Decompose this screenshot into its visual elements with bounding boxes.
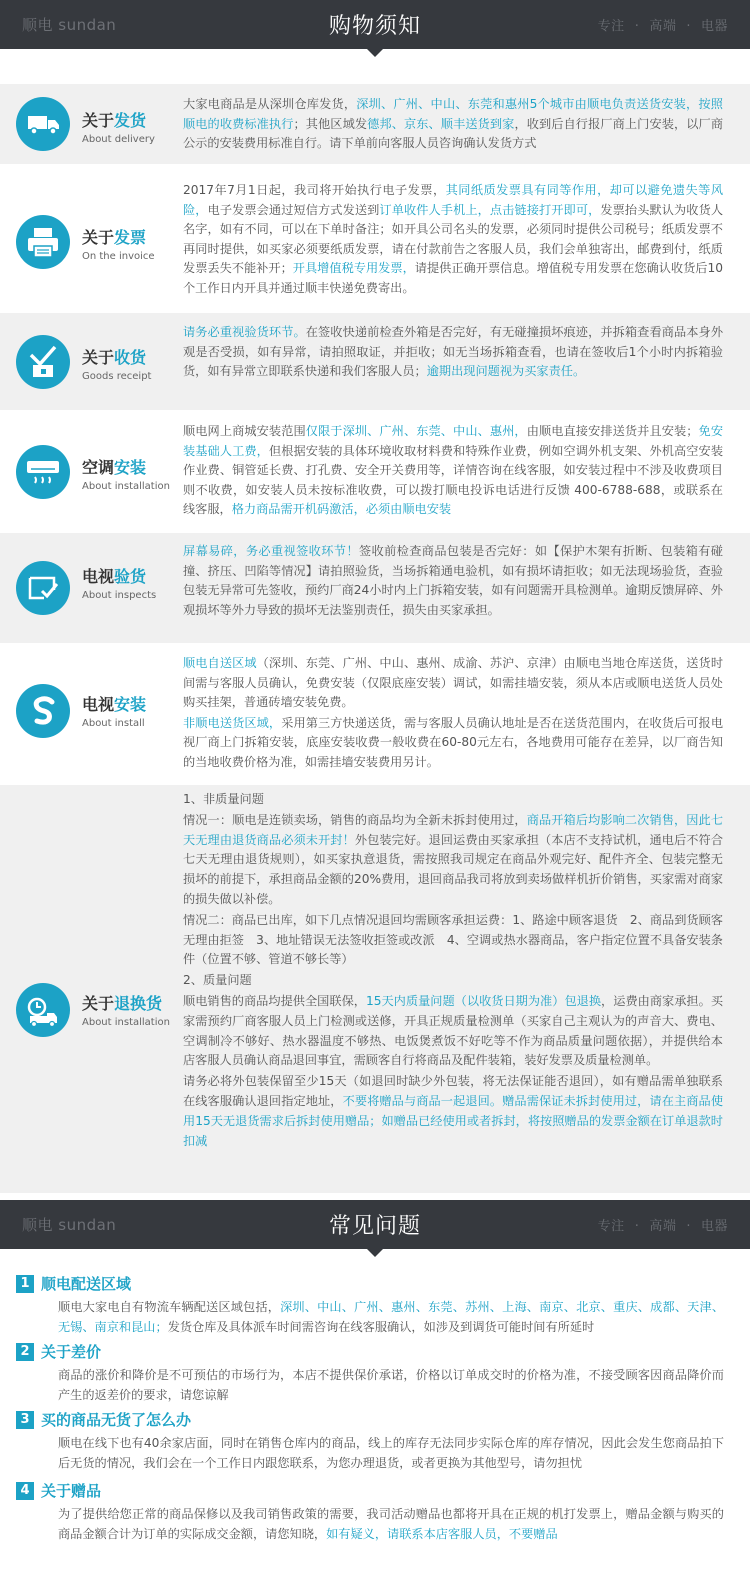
header-pointer [367,1249,383,1257]
body-text: 顺电大家电自有物流车辆配送区域包括， [58,1300,281,1314]
highlight-text: 商品开箱后均影响二次销售，因此七天无理由退货商品必须未开封！ [183,812,724,847]
highlight-text: 如有疑义，请联系本店客服人员，不要赠品 [326,1527,558,1541]
highlight-text: 深圳、广州、中山、东莞和惠州5个城市由顺电负责送货安装，按照顺电的收费标准执行 [183,97,723,131]
label-prefix: 关于 [82,348,115,367]
label-prefix: 电视 [82,695,115,714]
paragraph [183,971,723,991]
faq-number-badge: 1 [16,1275,34,1293]
section-goods-receipt [0,313,750,410]
body-text: 商品的涨价和降价是不可预估的市场行为，本店不提供保价承诺，价格以订单成交时的价格为准，不接受顾客因商品降价而产生的返差价的要求，请您谅解 [58,1368,724,1402]
label-english: On the invoice [82,251,155,262]
body-text: 情况二：商品已出库，如下几点情况退回均需顾客承担运费：1、路途中顾客退货 2、商品到货顾客无理由拒签 3、地址错误无法签收拒签或改派 4、空调或热水器商品，客户指定位置不具备安装条件（位置不够、管道不够长等） [183,912,723,967]
faq-item [0,1480,750,1544]
paragraph [183,95,723,154]
body-text: 请提供正确开票信息。增值税专用发票在您确认收货后10个工作日内开具并通过顺丰快递免费寄出。 [183,261,724,295]
faq-answer [58,1365,724,1405]
section-tv-inspect [0,533,750,643]
header-tag: 专注 [597,19,625,34]
faq-question: 关于差价 [41,1343,102,1361]
highlight-text: 订单收件人手机上，点击链接打开即可， [379,202,601,217]
faq-header [0,1200,750,1249]
section-text [183,95,723,154]
paragraph [183,714,723,773]
highlight-text: 深圳、中山、广州、惠州、东莞、苏州、上海、南京、北京、重庆、成都、天津、无锡、南京和昆山； [58,1300,725,1334]
faq-answer [58,1504,724,1544]
label-prefix: 关于 [82,228,115,247]
body-text: ，运费由商家承担。买家需预约厂商客服人员上门检测或送修，开具正规质量检测单（买家自己主观认为的声音大、费电、空调制冷不够好、热水器温度不够热、电饭煲煮饭不好吃等不作为商品质量问题依据），并提供给本店客服人员确认商品退回事宜，需顾客自行将商品及配件装箱，装好发票及质量检测单。 [183,993,724,1068]
goods-receipt-check-icon [16,335,70,389]
body-text: 2017年7月1日起，我司将开始执行电子发票， [183,183,446,197]
highlight-text: 其同纸质发票具有同等作用，却可以避免遗失等风险， [183,183,724,217]
tv-inspect-check-icon [16,561,70,615]
highlight-text: 屏幕易碎，务必重视签收环节！ [183,544,359,558]
faq-number-badge: 2 [16,1343,34,1361]
section-label [82,567,177,603]
header-tag: 专注 [597,1219,625,1234]
body-text: 顺电在线下也有40余家店面，同时在销售仓库内的商品，线上的库存无法同步实际仓库的库存情况，因此会发生您商品拍下后无货的情况，我们会在一个工作日内跟您联系，为您办理退货，或者更换为其他型号，请勿担忧 [58,1436,724,1470]
highlight-text: 顺电自送区域 [183,656,257,670]
header-tag-dot: · [686,19,691,34]
faq-question: 关于赠品 [41,1482,102,1500]
body-text: 外包装完好。退回运费由买家承担（本店不支持试机，通电后不符合七天无理由退货规则），如买家执意退货，需按照我司规定在商品外观完好、配件齐全、包装完整无损坏的前提下，承担商品金额的20%费用，退回商品我司将放到卖场做样机折价销售，买家需对商家的损失做以补偿。 [183,832,724,906]
tv-install-s-icon [16,684,70,738]
paragraph [183,790,723,810]
section-text [183,654,723,773]
section-aircon-install [0,412,750,530]
faq-question: 买的商品无货了怎么办 [41,1411,192,1429]
faq-answer [58,1433,724,1473]
brand-logo: 顺电 sundan [22,1216,117,1234]
label-keyword: 安装 [114,458,147,477]
header-tags [588,15,728,34]
body-text: 采用第三方快递送货，需与客服人员确认地址是否在送货范围内，在收货后可报电视厂商上门拆箱安装，底座安装收费一般收费在60-80元左右，各地费用可能存在差异，以厂商告知的当地收费价格为准，如需挂墙安装费用另计。 [183,715,724,769]
section-label [82,458,177,494]
label-prefix: 关于 [82,994,115,1013]
body-text: 为了提供给您正常的商品保修以及我司销售政策的需要，我司活动赠品也都将开具在正规的机打发票上，赠品金额与购买的商品金额合计为订单的实际成交金额，请您知晓， [58,1507,724,1541]
highlight-text: 请务必重视验货环节。 [183,325,306,339]
section-text [183,542,723,620]
delivery-truck-icon [16,97,70,151]
header-tag-dot: · [686,1219,691,1234]
label-english: About delivery [82,134,155,145]
section-invoice [0,170,750,310]
highlight-text: 格力商品需开机码激活，必须由顺电安装 [231,502,452,517]
section-label [82,111,177,147]
body-text: 发货仓库及具体派车时间需咨询在线客服确认，如涉及到调货可能时间有所延时 [167,1320,595,1334]
faq-item [0,1341,750,1405]
faq-answer [58,1297,724,1337]
faq-number-badge: 4 [16,1482,34,1500]
section-label [82,994,177,1030]
body-text: ；其他区域发 [293,116,368,131]
label-keyword: 收货 [114,348,147,367]
body-text: 大家电商品是从深圳仓库发货， [183,97,357,111]
body-text: （深圳、东莞、广州、中山、惠州、成渝、苏沪、京津）由顺电当地仓库送货，送货时间需与客服人员确认，免费安装（仅限底座安装）调试，如需挂墙安装，须从本店或顺电送货人员处购买挂架，普通砖墙安装免费。 [183,656,724,710]
label-english: About install [82,718,145,729]
section-text [183,181,723,299]
label-keyword: 发票 [114,228,147,247]
section-text [183,323,723,382]
paragraph [183,911,723,970]
body-text: 情况一：顺电是连锁卖场，销售的商品均为全新未拆封使用过， [183,812,527,827]
header-tag: 电器 [700,19,728,34]
section-text [183,790,723,1151]
faq-item [0,1273,750,1337]
body-text: 签收前检查商品包装是否完好：如【保护木架有折断、包装箱有碰撞、挤压、凹陷等情况】请拍照验货，当场拆箱通电验机，如有损坏请拒收；如无法现场验货，查验包装无异常可先签收，预约厂商24小时内上门拆箱安装，如有问题需开具检测单。逾期反馈屏碎、外观损坏等外力导致的损坏无法鉴别责任，损失由买家承担。 [183,544,723,617]
body-text: 电子发票会通过短信方式发送到 [207,202,380,217]
body-text: 顺电销售的商品均提供全国联保， [183,993,366,1008]
highlight-text: 不要将赠品与商品一起退回。赠品需保证未拆封使用过，请在主商品使用15天无退货需求后拆封使用赠品；如赠品已经使用或者拆封，将按照赠品的发票金额在订单退款时扣减 [183,1093,724,1148]
section-label [82,348,177,384]
highlight-text: 15天内质量问题（以收货日期为准）包退换 [365,993,602,1008]
return-exchange-truck-icon [16,983,70,1037]
section-returns [0,785,750,1193]
body-text: 在签收快递前检查外箱是否完好，有无碰撞损坏痕迹，并拆箱查看商品本身外观是否受损，如有异常，请拍照取证，并拒收；如无当场拆箱查看，也请在签收后1个小时内拆箱验货，如有异常立即联系快递和我们客服人员； [183,325,724,379]
printer-icon [16,215,70,269]
header-tag: 电器 [700,1219,728,1234]
page-title: 购物须知 [328,14,421,39]
body-text: 顺电网上商城安装范围 [183,424,306,438]
paragraph [183,654,723,713]
faq-item [0,1409,750,1473]
body-text: 1、非质量问题 [183,792,264,806]
highlight-text: 仅限于深圳、广州、东莞、中山、惠州， [305,424,527,438]
highlight-text: 德邦、京东、顺丰送货到家 [367,116,515,131]
brand-logo: 顺电 sundan [22,16,117,34]
paragraph [183,811,723,910]
label-keyword: 退换货 [114,994,163,1013]
highlight-text: 开具增值税专用发票， [292,261,415,276]
header-tag: 高端 [649,19,677,34]
label-prefix: 电视 [82,567,115,586]
paragraph [183,181,723,299]
header-tags [588,1215,728,1234]
faq-title: 常见问题 [328,1214,421,1239]
section-tv-install [0,645,750,782]
faq-number-badge: 3 [16,1411,34,1429]
section-text [183,422,723,520]
label-keyword: 验货 [114,567,147,586]
header-pointer [367,49,383,57]
label-english: Goods receipt [82,371,152,382]
faq-question: 顺电配送区域 [41,1275,132,1293]
label-english: About installation [82,481,170,492]
body-text: 请务必将外包装保留至少15天（如退回时缺少外包装，将无法保证能否退回），如有赠品需单独联系在线客服确认退回指定地址， [183,1074,723,1108]
body-text: 但根据安装的具体环境收取材料费和特殊作业费，例如空调外机支架、外机高空安装作业费、铜管延长费、打孔费、安全开关费用等，详情咨询在线客服，如安装过程中不涉及收费项目则不收费，如安装人员未按标准收费，可以拨打顺电投诉电话进行反馈 400-6788-688，或联系在线客服， [183,443,724,517]
notice-header [0,0,750,49]
body-text: 发票抬头默认为收货人名字，如有不同，可以在下单时备注；如开具公司名头的发票，必须同时提供公司税号；纸质发票不再同时提供，如买家必须要纸质发票，请在付款前告之客服人员，我们会单独寄出，邮费到付，纸质发票丢失不能补开； [183,202,724,276]
body-text: 由顺电直接安排送货并且安装； [526,424,699,438]
highlight-text: 非顺电送货区域， [183,715,282,730]
paragraph [183,1072,723,1151]
highlight-text: 免安装基础人工费， [183,424,724,458]
air-conditioner-icon [16,445,70,499]
highlight-text: 逾期出现问题视为买家责任。 [426,364,586,379]
body-text: 2、质量问题 [183,973,252,988]
label-english: About installation [82,1017,170,1028]
paragraph [183,323,723,382]
header-tag: 高端 [649,1219,677,1234]
section-label [82,695,177,731]
header-tag-dot: · [634,1219,640,1234]
label-prefix: 关于 [82,111,115,130]
label-prefix: 空调 [82,458,115,477]
label-keyword: 安装 [114,695,147,714]
section-label [82,228,177,264]
header-tag-dot: · [634,19,640,34]
paragraph [183,992,723,1071]
section-delivery [0,84,750,164]
paragraph [183,542,723,620]
label-english: About inspects [82,590,157,601]
label-keyword: 发货 [114,111,147,130]
body-text: ，收到后自行报厂商上门安装，以厂商公示的安装费用标准自行。请下单前向客服人员咨询确认发货方式 [183,116,724,151]
paragraph [183,422,723,520]
